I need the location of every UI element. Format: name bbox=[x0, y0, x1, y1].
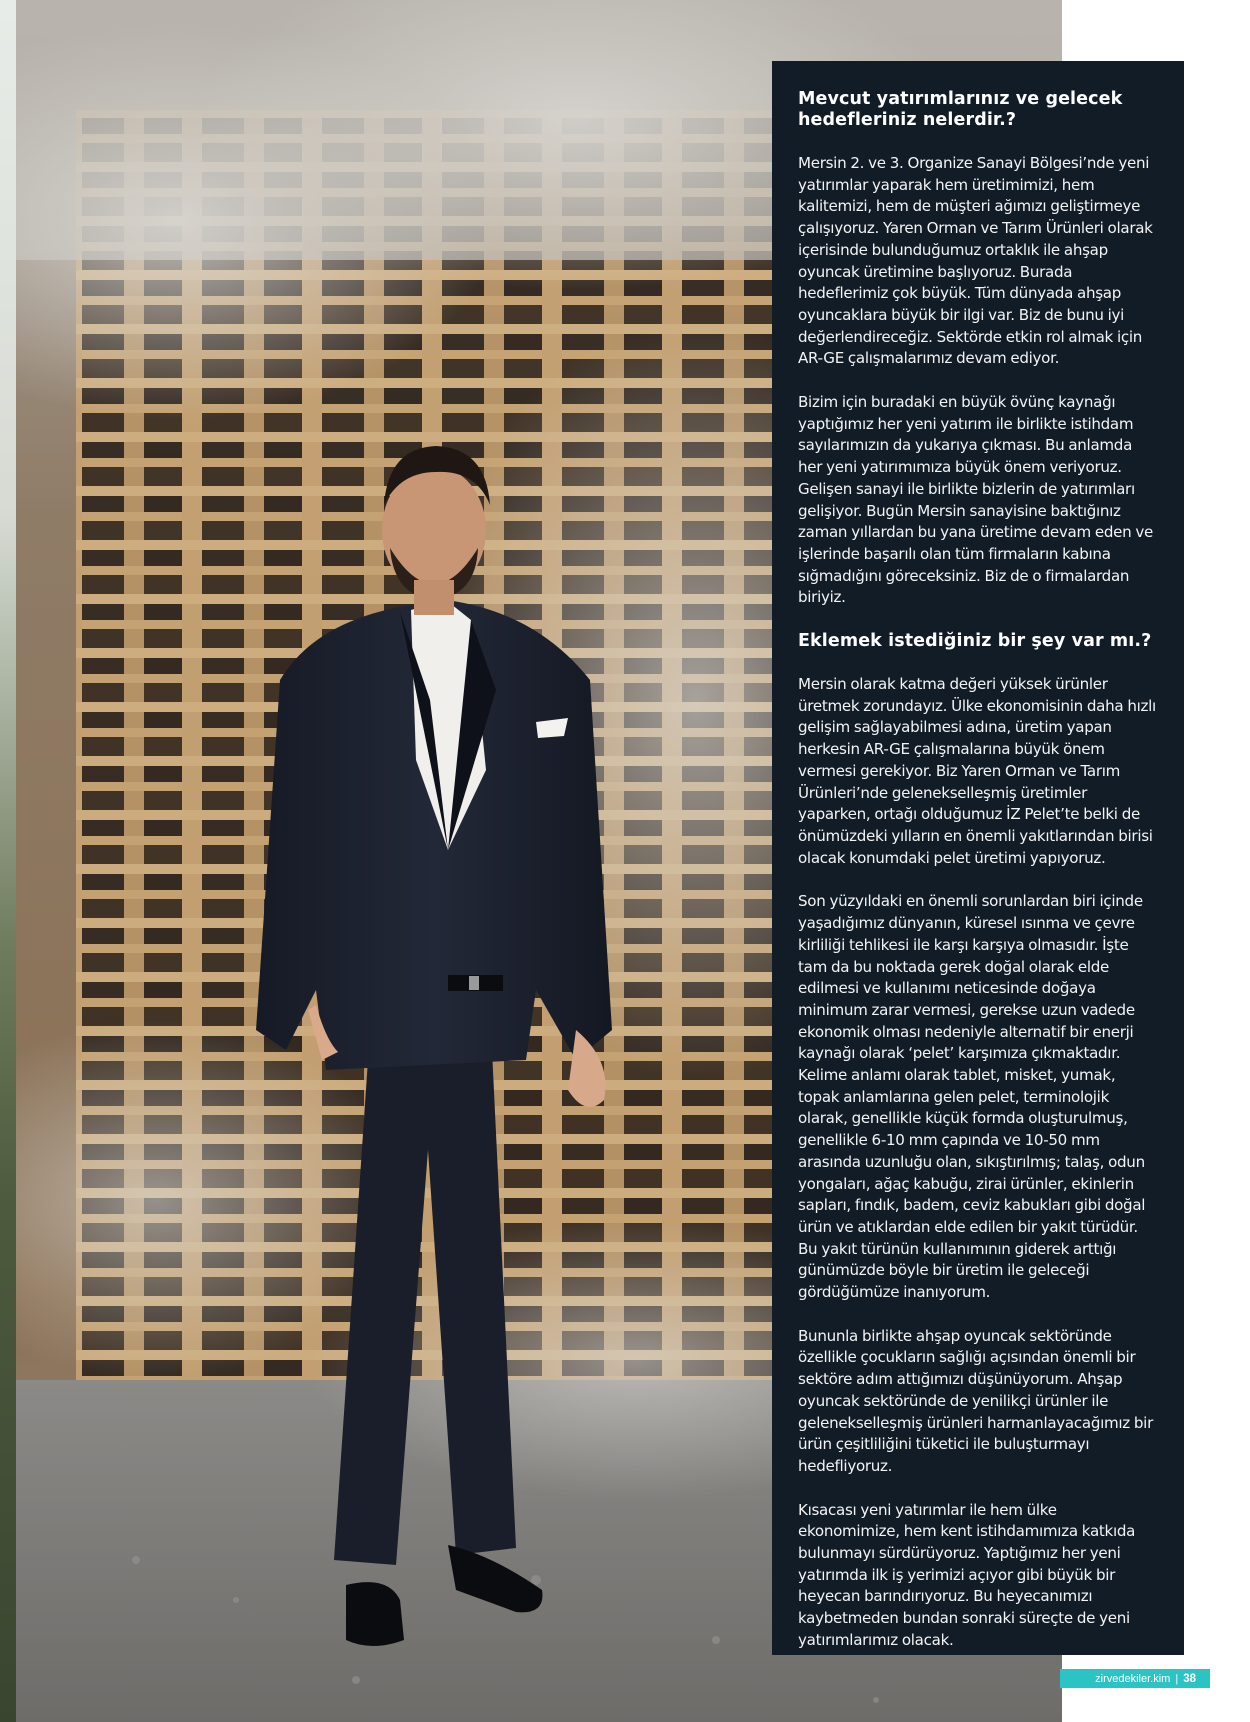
answer-paragraph: Bizim için buradaki en büyük övünç kaynağı yaptığımız her yeni yatırım ile birlikte istihdam sayılarımızın da yukarıya çıkması. Bu anlamda her yeni yatırımımıza büyük önem veriyoruz. Gelişen sanayi ile birlikte bizlerin de yatırımları gelişiyor. Bugün Mersin sanayisine baktığınız zaman yıllardan bu yana üretime devam eden ve işlerinde başarılı olan tüm firmaların kabına sığmadığını göreceksiniz. Biz de o firmalardan biriyiz. bbox=[798, 393, 1154, 607]
page-footer-tag bbox=[1060, 1669, 1210, 1688]
question-heading-1: Mevcut yatırımlarınız ve gelecek hedefleriniz nelerdir.? bbox=[798, 89, 1123, 130]
page-number: 38 bbox=[1183, 1672, 1196, 1685]
left-edge-strip bbox=[0, 0, 16, 1722]
answer-paragraph: Son yüzyıldaki en önemli sorunlardan biri içinde yaşadığımız dünyanın, küresel ısınma ve çevre kirliliği tehlikesi ile karşı karşıya olmasıdır. İşte tam da bu noktada gerek doğal olarak elde edilmesi ve kullanımı neticesinde doğaya minimum zarar vermesi, gerekse uzun vadede ekonomik olması nedeniyle alternatif bir enerji kaynağı olarak ‘pelet’ karşımıza çıkmaktadır. Kelime anlamı olarak tablet, misket, yumak, topak anlamlarına gelen pelet, terminolojik olarak, genellikle küçük formda oluşturulmuş, genellikle 6-10 mm çapında ve 10-50 mm arasında uzunluğu olan, sıkıştırılmış; talaş, odun yongaları, ağaç kabuğu, zirai ürünler, ekinlerin sapları, fındık, badem, ceviz kabukları gibi doğal ürün ve atıklardan elde edilen bir yakıt türüdür. Bu yakıt türünün kullanımının giderek arttığı günümüzde böyle bir üretim ile geleceği gördüğümüze inanıyorum. bbox=[798, 892, 1146, 1302]
answer-paragraph: Mersin 2. ve 3. Organize Sanayi Bölgesi’nde yeni yatırımlar yaparak hem üretimimizi, hem kalitemizi, hem de müşteri ağımızı geliştirmeye çalışıyoruz. Yaren Orman ve Tarım Ürünleri olarak içerisinde bulunduğumuz ortaklık ile ahşap oyuncak üretimine başlıyoruz. Burada hedeflerimiz çok büyük. Tüm dünyada ahşap oyuncaklara büyük bir ilgi var. Biz de bunu iyi değerlendireceğiz. Sektörde etkin rol almak için AR-GE çalışmalarımız devam ediyor. bbox=[798, 154, 1153, 368]
site-name: zirvedekiler.kim bbox=[1095, 1672, 1171, 1685]
interview-text-panel bbox=[772, 61, 1184, 1655]
footer-separator: | bbox=[1175, 1672, 1179, 1685]
answer-paragraph: Bununla birlikte ahşap oyuncak sektöründe özellikle çocukların sağlığı açısından önemli bir sektöre adım attığımızı düşünüyorum. Ahşap oyuncak sektöründe de yenilikçi ürünler ile gelenekselleşmiş ürünleri harmanlayacağımız bir ürün çeşitliliğini tüketici ile buluşturmayı hedefliyoruz. bbox=[798, 1326, 1153, 1475]
answer-paragraph: Kısacası yeni yatırımlar ile hem ülke ekonomimize, hem kent istihdamımıza katkıda bulunmayı sürdürüyoruz. Yaptığımız her yeni yatırımda ilk iş yerimizi açıyor gibi büyük bir heyecan barındırıyoruz. Bu heyecanımızı kaybetmeden bundan sonraki süreçte de yeni yatırımlarımız olacak. bbox=[798, 1500, 1136, 1649]
answer-paragraph: Mersin olarak katma değeri yüksek ürünler üretmek zorundayız. Ülke ekonomisinin daha hızlı gelişim sağlayabilmesi adına, üretim yapan herkesin AR-GE çalışmalarına büyük önem vermesi gerekiyor. Biz Yaren Orman ve Tarım Ürünleri’nde gelenekselleşmiş üretimler yaparken, ortağı olduğumuz İZ Pelet’te belki de önümüzdeki yılların en önemli yakıtlarından birisi olacak konumdaki pelet üretimi yapıyoruz. bbox=[798, 675, 1156, 867]
question-heading-2: Eklemek istediğiniz bir şey var mı.? bbox=[798, 631, 1152, 652]
